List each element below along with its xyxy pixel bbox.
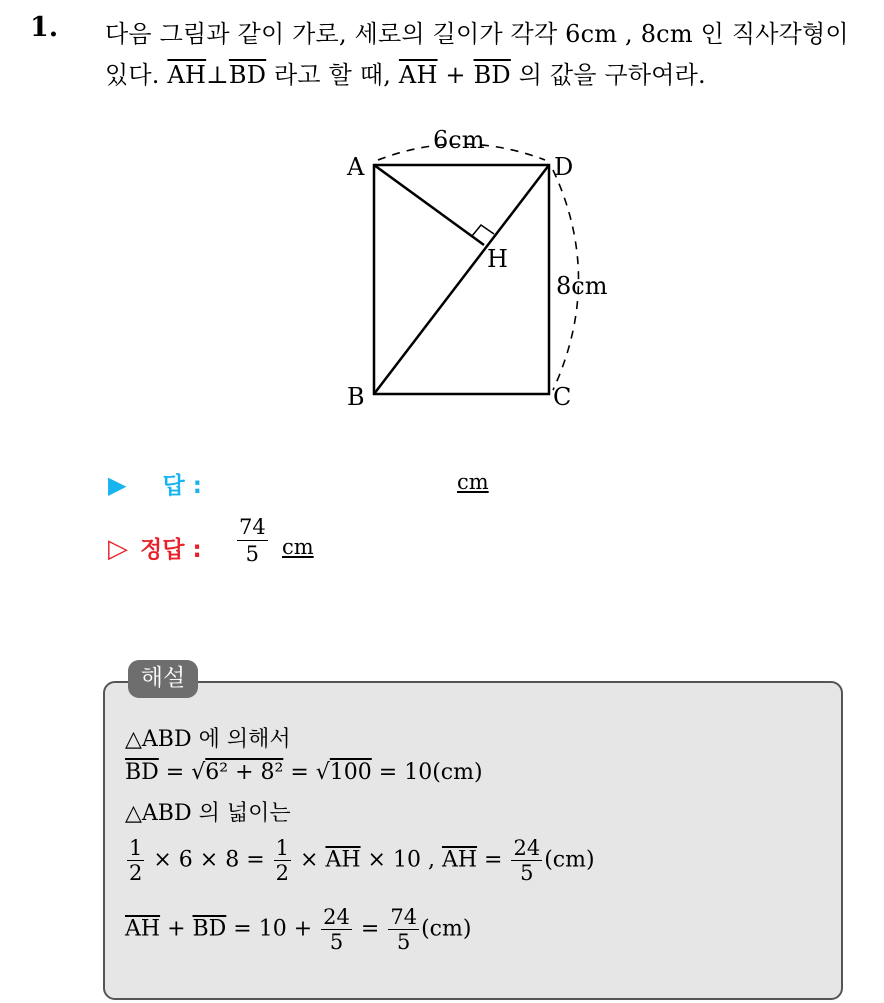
segment-ah: $\overline{AH}$: [398, 61, 438, 89]
answer-unit: cm: [457, 470, 489, 494]
segment-ah: $\overline{AH}$: [125, 916, 161, 942]
result-text: = 10(cm): [371, 760, 483, 785]
fraction-74-5: [388, 905, 419, 954]
solution-line-5: [125, 905, 471, 954]
segment-bd: $\overline{BD}$: [192, 916, 227, 942]
question-text: 있다.: [105, 61, 160, 89]
math-text: ×: [300, 847, 319, 873]
denominator: 2: [129, 861, 143, 885]
numerator: 1: [275, 836, 290, 860]
question-number: 1.: [30, 12, 59, 43]
label-top-6cm: 6cm: [433, 126, 485, 154]
unit-text: (cm): [544, 847, 595, 873]
segment-ah-line: [374, 165, 484, 245]
answer-row: [108, 467, 202, 500]
equals: =: [158, 760, 192, 785]
solution-tag: 해설: [128, 660, 198, 698]
question-line-2: [105, 55, 706, 90]
denominator: 5: [329, 930, 344, 954]
segment-ah: $\overline{AH}$: [325, 847, 361, 873]
plus: +: [160, 916, 193, 942]
solution-line-2: [125, 760, 483, 785]
correct-answer-row: [108, 531, 202, 564]
question-text: 의 값을 구하여라.: [518, 61, 706, 89]
radicand: 100: [329, 760, 372, 785]
fraction-denominator: 5: [245, 542, 260, 566]
label-side-8cm: 8cm: [556, 272, 608, 300]
answer-label: 답 :: [162, 473, 202, 499]
radicand: 6² + 8²: [205, 760, 284, 785]
fraction-24-5: [321, 905, 352, 954]
rectangle-figure: [330, 118, 630, 418]
point-c-label: C: [553, 383, 572, 411]
diagonal-bd: [374, 165, 549, 394]
question-text: 라고 할 때,: [274, 61, 392, 89]
denominator: 5: [520, 861, 534, 885]
equals: =: [283, 760, 316, 785]
fraction-half: [127, 836, 144, 885]
plus-symbol: +: [445, 61, 466, 89]
numerator: 24: [323, 905, 350, 929]
fraction-half: [274, 836, 291, 885]
solution-line-4: [125, 836, 595, 885]
unit-text: (cm): [421, 916, 472, 942]
segment-bd: $\overline{BD}$: [473, 61, 511, 89]
numerator: 24: [513, 836, 541, 860]
solution-line-3: △ABD 의 넓이는: [125, 801, 291, 826]
numerator: 74: [390, 905, 418, 929]
equals: =: [360, 916, 380, 942]
math-text: × 6 × 8 =: [153, 847, 265, 873]
sqrt-symbol: √: [315, 760, 330, 785]
play-arrow-icon: ▶: [108, 471, 127, 499]
sqrt-symbol: √: [191, 760, 206, 785]
fraction-numerator: 74: [239, 515, 266, 539]
segment-bd: $\overline{BD}$: [125, 760, 159, 785]
segment-bd: $\overline{BD}$: [228, 61, 267, 89]
segment-ah: $\overline{AH}$: [441, 847, 478, 873]
segment-ah: $\overline{AH}$: [167, 61, 207, 89]
perp-symbol: ⊥: [206, 61, 229, 89]
equals: =: [484, 847, 503, 873]
numerator: 1: [129, 836, 143, 860]
outline-arrow-icon: ▷: [108, 534, 128, 564]
math-text: = 10 +: [226, 916, 313, 942]
point-b-label: B: [347, 383, 365, 411]
question-line-1: 다음 그림과 같이 가로, 세로의 길이가 각각 6cm , 8cm 인 직사각형이: [105, 20, 849, 48]
denominator: 2: [275, 861, 290, 885]
denominator: 5: [397, 930, 411, 954]
right-angle-mark: [472, 225, 494, 236]
correct-answer-unit: cm: [282, 535, 314, 559]
correct-answer-fraction: [237, 514, 268, 567]
point-a-label: A: [347, 153, 365, 181]
math-text: × 10 ,: [367, 847, 435, 873]
point-h-label: H: [487, 245, 508, 273]
fraction-24-5: [511, 836, 542, 885]
correct-answer-label: 정답 :: [140, 537, 202, 563]
solution-line-1: △ABD 에 의해서: [125, 727, 291, 752]
point-d-label: D: [554, 153, 574, 181]
